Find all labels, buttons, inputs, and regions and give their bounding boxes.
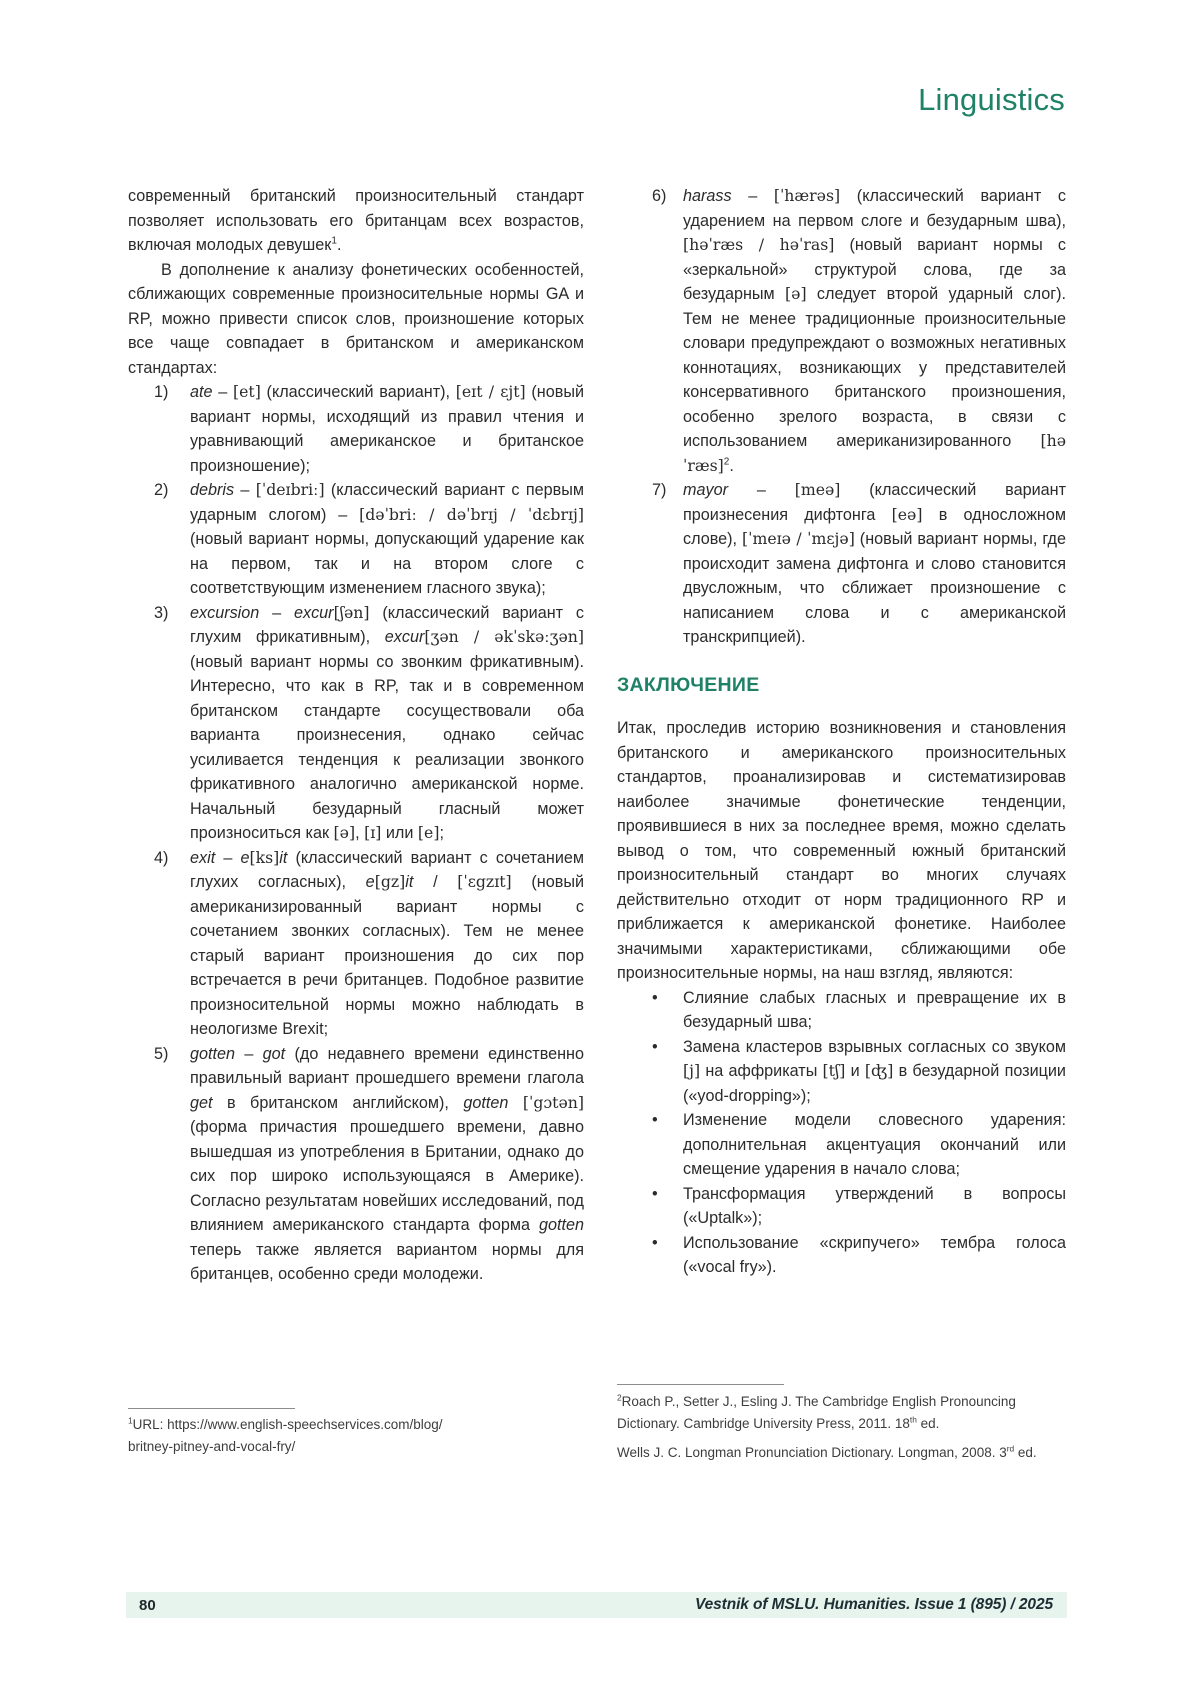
footnote-line: Wells J. C. Longman Pronunciation Dictionary. Longman, 2008. 3rd ed.	[617, 1443, 1037, 1460]
list-marker: 3)	[154, 603, 169, 622]
list-item-4	[128, 846, 584, 1042]
bullet-icon: •	[652, 1111, 658, 1129]
bullet-text: Изменение модели словесного ударения: дополнительная акцентуация окончаний или смещение ударения в начало слова;	[683, 1111, 1066, 1178]
list-item-2	[128, 478, 584, 601]
bullet-icon: •	[652, 988, 658, 1007]
list-item-text: exit – e[ks]it (классический вариант с сочетанием глухих согласных), e[gz]it / [ˈɛgzɪt] (новый американизированный вариант нормы с сочетанием звонких согласных). Тем не менее старый вариант произношения до сих пор встречается в речи британцев. Подобное развитие произносительной нормы можно наблюдать в неологизме Brexit;	[190, 847, 584, 1038]
conclusion-heading: ЗАКЛЮЧЕНИЕ	[617, 673, 760, 696]
bullet-icon: •	[652, 1184, 658, 1203]
conclusion-paragraph: Итак, проследив историю возникновения и становления британского и американского произносительных стандартов, проанализировав и систематизировав наиболее значимые фонетические тенденции, проявившиеся в них за последнее время, можно сделать вывод о том, что современный южный британский произносительный стандарт во многих случаях действительно отходит от норм традиционного RP и приближается к американской фонетике. Наиболее значимыми характеристиками, сближающими обе произносительные нормы, на наш взгляд, являются:	[617, 719, 1066, 982]
list-item-6	[617, 184, 1066, 478]
paragraph-continuation: современный британский произносительный стандарт позволяет использовать его британцам всех возрастов, включая молодых девушек$^1$.	[128, 187, 584, 254]
list-item-1	[128, 380, 584, 478]
list-marker: 6)	[652, 187, 667, 205]
footnote-line: $^1$URL: https://www.english-speechservices.com/blog/	[128, 1415, 443, 1432]
bullet-text: Слияние слабых гласных и превращение их в безударный шва;	[683, 988, 1066, 1031]
list-item-text: debris – [ˈdeɪbriː] (классический вариант с первым ударным слогом) – [dəˈbriː / dəˈbrɪj / ˈdɛbrɪj] (новый вариант нормы, допускающий ударение как на первом, так и на втором слоге с соответствующим изменением гласного звука);	[190, 480, 584, 597]
right-column	[617, 184, 1066, 1356]
footnote-separator	[617, 1384, 784, 1385]
footnote-line: $^2$Roach P., Setter J., Esling J. The Cambridge English Pronouncing Dictionary. Cambridge University Press, 2011. 18th ed.	[617, 1392, 1016, 1431]
list-item-7	[617, 478, 1066, 650]
list-item-text: harass – [ˈhærəs] (классический вариант с ударением на первом слоге и безударным шва), [həˈræs / həˈras] (новый вариант нормы с «зеркальной» структурой слова, где за безударным [ə] следует второй ударный слог). Тем не менее традиционные произносительные словари предупреждают о возможных негативных коннотациях, возникающих у представителей консервативного британского произношения, особенно зрелого возраста, в связи с использованием американизированного [həˈræs]$^2$.	[683, 186, 1066, 475]
bullet-item	[617, 1108, 1066, 1182]
footnote-line: britney-pitney-and-vocal-fry/	[128, 1438, 296, 1454]
list-marker: 2)	[154, 481, 169, 499]
list-item-text: gotten – got (до недавнего времени единственно правильный вариант прошедшего времени глагола get в британском английском), gotten [ˈgɔtən] (форма причастия прошедшего времени, давно вышедшая из употребления в Британии, однако до сих пор широко использующаяся в Америке). Согласно результатам новейших исследований, под влиянием американского стандарта форма gotten теперь также является вариантом нормы для британцев, особенно среди молодежи.	[190, 1044, 584, 1283]
footnote-2	[617, 1391, 1066, 1464]
footer-bar	[126, 1592, 1067, 1618]
left-column	[128, 184, 584, 1406]
list-item-text: mayor – [meə] (классический вариант произнесения дифтонга [eə] в односложном слове), [ˈmeɪə / ˈmɛjə] (новый вариант нормы, где происходит замена дифтонга и слово становится двусложным, что сближает произношение с написанием слова и с американской транскрипцией).	[683, 480, 1066, 646]
bullet-item	[617, 986, 1066, 1035]
footnote-1	[128, 1414, 584, 1457]
bullet-item	[617, 1231, 1066, 1280]
page-number: 80	[139, 1596, 156, 1614]
bullet-icon: •	[652, 1233, 658, 1252]
list-item-text: ate – [et] (классический вариант), [eɪt / ɛjt] (новый вариант нормы, исходящий из правил чтения и уравнивающий американское и британское произношение);	[190, 382, 584, 475]
journal-title: Vestnik of MSLU. Humanities. Issue 1 (895) / 2025	[694, 1596, 1053, 1613]
bullet-icon: •	[652, 1037, 658, 1056]
bullet-text: Трансформация утверждений в вопросы («Uptalk»);	[683, 1184, 1066, 1227]
paragraph-intro-list: В дополнение к анализу фонетических особенностей, сближающих современные произносительные нормы GA и RP, можно привести список слов, произношение которых все чаще совпадает в британском и американском стандартах:	[128, 260, 584, 377]
bullet-text: Использование «скрипучего» тембра голоса («vocal fry»).	[683, 1233, 1066, 1276]
list-item-5	[128, 1042, 584, 1287]
bullet-item	[617, 1182, 1066, 1231]
footnote-separator	[128, 1408, 295, 1409]
list-marker: 7)	[652, 481, 667, 499]
bullet-item	[617, 1035, 1066, 1109]
list-marker: 1)	[154, 383, 169, 401]
bullet-text: Замена кластеров взрывных согласных со звуком [j] на аффрикаты [tʃ] и [ʤ] в безударной позиции («yod-dropping»);	[683, 1037, 1066, 1105]
list-item-3	[128, 601, 584, 846]
list-marker: 5)	[154, 1044, 169, 1063]
list-item-text: excursion – excur[ʃən] (классический вариант с глухим фрикативным), excur[ʒən / əkˈskəːʒən] (новый вариант нормы со звонким фрикативным). Интересно, что как в RP, так и в современном британском стандарте сосуществовали оба варианта произнесения, однако сейчас усиливается тенденция к реализации звонкого фрикативного аналогично американской норме. Начальный безударный гласный может произноситься как [ə], [ɪ] или [e];	[190, 602, 584, 842]
running-head-title: Linguistics	[918, 82, 1065, 117]
list-marker: 4)	[154, 848, 169, 867]
